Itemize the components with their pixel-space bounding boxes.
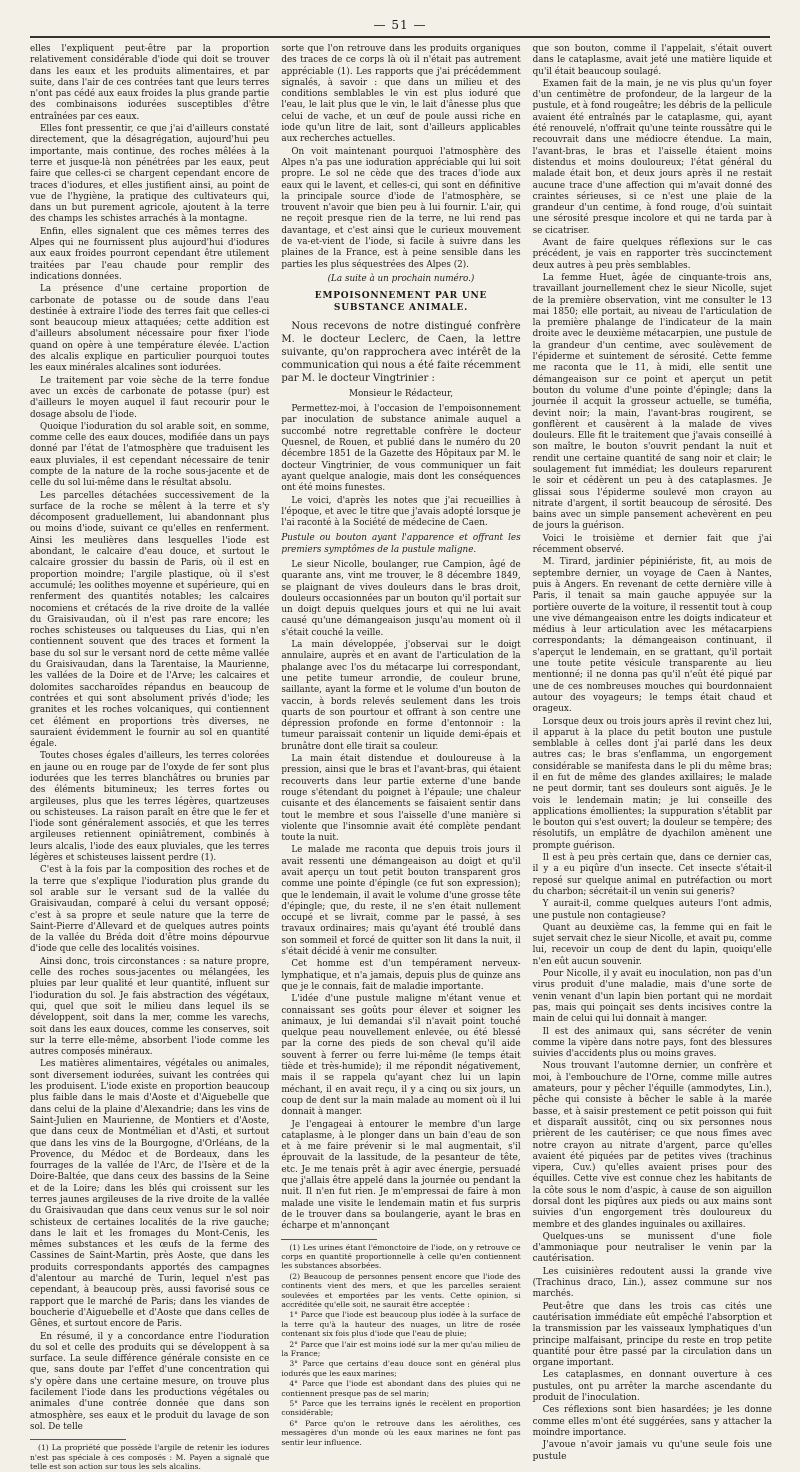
paragraph: Elles font pressentir, ce que j'ai d'ailleurs constaté directement, que la désagrégation, aujourd'hui peu importante, mais continue, des roches mêlées à la terre et jusque-là non pénétrées par les eaux, peut faire que celles-ci se chargent cependant encore de traces d'iodures, et elles justifient ainsi, au point de vue de l'hygiène, la pratique des cultivateurs qui, dans un but purement agricole, ajoutent à la terre des champs les schistes arrachés à la montagne. bbox=[30, 124, 270, 225]
article-intro: Nous recevons de notre distingué confrère M. le docteur Leclerc, de Caen, la lettre suivante, qu'on rapprochera avec intérêt de la communication qui nous a été faite récemment par M. le docteur Vingtrinier : bbox=[281, 320, 521, 384]
paragraph: La présence d'une certaine proportion de carbonate de potasse ou de soude dans l'eau destinée à extraire l'iode des terres fait que celles-ci sont beaucoup mieux attaquées; cette addition est d'ailleurs absolument nécessaire pour fixer l'iode quand on opère à une température élevée. L'action des alcalis explique en particulier pourquoi toutes les eaux minérales alcalines sont iodurées. bbox=[30, 284, 270, 374]
paragraph: Cet homme est d'un tempérament nerveux-lymphatique, et n'a jamais, depuis plus de quinze ans que je le connais, fait de maladie importante. bbox=[281, 959, 521, 992]
paragraph: Les parcelles détachées successivement de la surface de la roche se mêlent à la terre et s'y décomposent graduellement, lui abandonnant plus ou moins d'iode, suivant ce qu'elles en renferment. Ainsi les meulières dans lesquelles l'iode est abondant, le calcaire d'eau douce, et surtout le calcaire grossier du bassin de Paris, où il est en proportion moindre; l'argile plastique, où il s'est accumulé; les oolithes moyenne et supérieure, qui en renferment des quantités notables; les calcaires nocomiens et crétacés de la rive droite de la vallée du Graisivaudan, où il n'est pas rare encore; les roches schisteuses ou talqueuses du Lias, qui n'en contiennent souvent que des traces et forment la base du sol sur le versant nord de cette même vallée du Graisivaudan, dans la Tarentaise, la Maurienne, les vallées de la Doire et de l'Arve; les calcaires et dolomites saccharoïdes répandus en beaucoup de contrées et qui sont absolument privés d'iode; les granites et les roches volcaniques, qui contiennent cet élément en proportions très diverses, ne sauraient évidemment le fournir au sol en quantité égale. bbox=[30, 490, 270, 750]
paragraph: Toutes choses égales d'ailleurs, les terres colorées en jaune ou en rouge par de l'oxyde de fer sont plus iodurées que les terres blanchâtres ou brunies par des éléments bitumineux; les terres fortes ou argileuses, plus que les terres légères, quartzeuses ou schisteuses. La raison paraît en être que le fer et l'iode sont généralement associés, et que les terres argileuses retiennent opiniâtrement, combinés à leurs alcalis, l'iode des eaux pluviales, que les terres légères et schisteuses laissent perdre (1). bbox=[30, 751, 270, 864]
case-subheading: Pustule ou bouton ayant l'apparence et offrant les premiers symptômes de la pustule maligne. bbox=[281, 533, 521, 555]
paragraph: Permettez-moi, à l'occasion de l'empoisonnement par inoculation de substance animale auquel a succombé notre regrettable confrère le docteur Quesnel, de Rouen, et publié dans le numéro du 20 décembre 1851 de la Gazette des Hôpitaux par M. le docteur Vingtrinier, de vous communiquer un fait ayant quelque analogie, mais dont les conséquences ont été moins funestes. bbox=[281, 404, 521, 494]
paragraph: L'idée d'une pustule maligne m'étant venue et connaissant ses goûts pour élever et soigner les animaux, je lui demandai s'il n'avait point touché quelque peau nouvellement enlevée, ou été blessé par la corne des pieds de son cheval qu'il aide souvent à ferrer ou ferre lui-même (le temps était tiède et très-humide); il me répondit négativement, mais il se rappela qu'ayant chez lui un lapin méchant, il en avait reçu, il y a cinq ou six jours, un coup de dent sur la main malade au moment où il lui donnait à manger. bbox=[281, 994, 521, 1118]
paragraph: que son bouton, comme il l'appelait, s'était ouvert dans le cataplasme, avait jeté une matière liquide et qu'il était beaucoup soulagé. bbox=[532, 44, 772, 77]
paragraph: elles l'expliquent peut-être par la proportion relativement considérable d'iode qui doit se trouver dans les eaux et les produits alimentaires, et par suite, dans l'air de ces contrées tant que leurs terres n'ont pas cédé aux eaux froides la plus grande partie des combinaisons iodurées susceptibles d'être entraînées par ces eaux. bbox=[30, 44, 270, 122]
paragraph: La main était distendue et douloureuse à la pression, ainsi que le bras et l'avant-bras, qui étaient recouverts dans leur partie externe d'une bande rouge s'étendant du poignet à l'épaule; une chaleur cuisante et des élancements se faisaient sentir dans tout le membre et sous l'aisselle d'une manière si violente que l'insomnie avait été complète pendant toute la nuit. bbox=[281, 754, 521, 844]
paragraph: J'avoue n'avoir jamais vu qu'une seule fois une pustule bbox=[532, 1440, 772, 1462]
paragraph: On voit maintenant pourquoi l'atmosphère des Alpes n'a pas une ioduration appréciable qui lui soit propre. Le sol ne cède que des traces d'iode aux eaux qui le lavent, et celles-ci, qui sont en définitive la principale source d'iode de l'atmosphère, se trouvent n'avoir que bien peu à lui fournir. L'air, qui ne reçoit presque rien de la terre, ne lui rend pas davantage, et c'est ainsi que le curieux mouvement de va-et-vient de l'iode, si facile à suivre dans les plaines de la France, est à peine sensible dans les parties les plus séquestrées des Alpes (2). bbox=[281, 146, 521, 270]
paragraph: La femme Huet, âgée de cinquante-trois ans, travaillant journellement chez le sieur Nicolle, sujet de la première observation, vint me consulter le 13 mai 1850; elle portait, au niveau de l'articulation de la première phalange de l'indicateur de la main droite avec le deuxième métacarpien, une pustule de la grandeur d'un centime, avec soulèvement de l'épiderme et suintement de sérosité. Cette femme me raconta que le 11, à midi, elle sentit une démangeaison sur ce point et aperçut un petit bouton du volume d'une pointe d'épingle; dans la journée il acquit la grosseur actuelle, se tuméfia, devint noir; la main, l'avant-bras rougirent, se gonflèrent et causèrent à la malade de vives douleurs. Elle fit le traitement que j'avais conseillé à son maître, le bouton s'ouvrit pendant la nuit et rendit une certaine quantité de sang noir et clair; le soulagement fut immédiat; les douleurs reparurent le soir et cédèrent un peu à des cataplasmes. Je glissai sous l'épiderme soulevé mon crayon au nitrate d'argent, il sortit beaucoup de sérosité. Des bains avec un simple pansement achevèrent en peu de jours la guérison. bbox=[532, 272, 772, 532]
paragraph: Examen fait de la main, je ne vis plus qu'un foyer d'un centimètre de profondeur, de la largeur de la pustule, et à fond rougeâtre; les débris de la pellicule avaient été entraînés par le cataplasme, qui, ayant été renouvelé, n'offrait qu'une teinte roussâtre qui le recouvrait dans une médiocre étendue. La main, l'avant-bras, le bras et l'aisselle étaient moins distendus et moins douloureux; l'état général du malade était bon, et deux jours après il ne restait aucune trace d'une affection qui m'avait donné des craintes sérieuses, si ce n'est une plaie de la grandeur d'un centime, à fond rouge, d'où suintait une sérosité presque incolore et qui ne tarda par à se cicatriser. bbox=[532, 78, 772, 236]
paragraph: Je l'engageai à entourer le membre d'un large cataplasme, à le plonger dans un bain d'eau de son et à me faire prévenir si le mal augmentait, s'il éprouvait de la lassitude, de la pesanteur de tête, etc. Je me tenais prêt à agir avec énergie, persuadé que j'allais être appelé dans la journée ou pendant la nuit. Il n'en fut rien. Je m'empressai de faire à mon malade une visite le lendemain matin et fus surpris de le trouver dans sa boulangerie, ayant le bras en écharpe et m'annonçant bbox=[281, 1119, 521, 1232]
paragraph: Quoique l'ioduration du sol arable soit, en somme, comme celle des eaux douces, modifiée dans un pays donné par l'état de l'atmosphère que traduisent les eaux pluviales, il est cependant nécessaire de tenir compte de la nature de la roche sous-jacente et de celle du sol lui-même dans le résultat absolu. bbox=[30, 421, 270, 489]
footnote: 1° Parce que l'iode est beaucoup plus iodée à la surface de la terre qu'à la hauteur des nuages, un litre de rosée contenant six fois plus d'iode que l'eau de pluie; bbox=[281, 1310, 521, 1339]
paragraph: Nous trouvant l'automne dernier, un confrère et moi, à l'embouchure de l'Orne, comme mille autres amateurs, pour y pêcher l'équille (ammodytes, Lin.), pêche qui consiste à bêcher le sable à la marée basse, et à saisir prestement ce petit poisson qui fuit et disparaît aussitôt, cinq ou six personnes nous prièrent de les cautériser; ce que nous fîmes avec notre crayon au nitrate d'argent, parce qu'elles avaient été piquées par de petites vives (trachinus vipera, Cuv.) qu'elles avaient prises pour des équilles. Cette vive est connue chez les habitants de la côte sous le nom d'aspic, à cause de son aiguillon dorsal dont les piqûres aux pieds ou aux mains sont suivies d'un engorgement très douloureux du membre et des glandes inguinales ou axillaires. bbox=[532, 1061, 772, 1230]
footnote: 5° Parce que les terrains ignés le recèlent en proportion considérable; bbox=[281, 1399, 521, 1418]
column-3 bbox=[533, 44, 772, 1472]
footnote: (1) La propriété que possède l'argile de retenir les iodures n'est pas spéciale à ces composés : M. Payen a signalé que telle est son action sur tous les sels alcalins. bbox=[30, 1443, 270, 1472]
paragraph: Le traitement par voie sèche de la terre fondue avec un excès de carbonate de potasse (pur) est d'ailleurs le moyen auquel il faut recourir pour le dosage absolu de l'iode. bbox=[30, 375, 270, 420]
salutation: Monsieur le Rédacteur, bbox=[348, 388, 454, 399]
footnote: 6° Parce qu'on le retrouve dans les aérolithes, ces messagères d'un monde où les eaux marines ne font pas sentir leur influence. bbox=[281, 1418, 521, 1447]
article-heading: EMPOISONNEMENT PAR UNE SUBSTANCE ANIMALE. bbox=[314, 291, 488, 313]
continued-note: (La suite à un prochain numéro.) bbox=[327, 273, 475, 284]
paragraph: Lorsque deux ou trois jours après il revint chez lui, il apparut à la place du petit bouton une pustule semblable à celles dont j'ai parlé dans les deux autres cas; le bras s'enflamma, un engorgement considérable se manifesta dans le pli du même bras; il en fut de même des glandes axillaires; le malade ne peut dormir, tant ses douleurs sont aiguës. Je le vois le lendemain matin; je lui conseille des applications émollientes; la suppuration s'établit par le bouton qui s'est ouvert; la douleur se tempère; des résolutifs, un emplâtre de dyachilon amènent une prompte guérison. bbox=[532, 716, 772, 851]
header-rule bbox=[30, 36, 770, 38]
paragraph: La main développée, j'observai sur le doigt annulaire, auprès et en avant de l'articulation de la phalange avec l'os du métacarpe lui correspondant, une petite tumeur arrondie, de couleur brune, saillante, ayant la forme et le volume d'un bouton de vaccin, à bords relevés seulement dans les trois quarts de son pourtour et offrant à son centre une dépression profonde en forme d'entonnoir : la tumeur paraissait contenir un liquide demi-épais et brunâtre dont elle tirait sa couleur. bbox=[281, 640, 521, 752]
column-2 bbox=[281, 44, 520, 1472]
paragraph: Ainsi donc, trois circonstances : sa nature propre, celle des roches sous-jacentes ou mélangées, les pluies par leur qualité et leur quantité, influent sur l'ioduration du sol. Je fais abstraction des végétaux, qui, quel que soit le milieu dans lequel ils se développent, soit dans la mer, comme les varechs, soit dans les eaux douces, comme les conserves, soit sur la terre elle-même, absorbent l'iode comme les autres composés minéraux. bbox=[30, 956, 270, 1058]
footnote: (1) Les urines étant l'émonctoire de l'iode, on y retrouve ce corps en quantité proportionnelle à celle qu'en contiennent les substances absorbées. bbox=[281, 1242, 521, 1271]
paragraph: Il est des animaux qui, sans sécréter de venin comme la vipère dans notre pays, font des blessures suivies d'accidents plus ou moins graves. bbox=[532, 1026, 772, 1060]
paragraph: Voici le troisième et dernier fait que j'ai récemment observé. bbox=[532, 533, 772, 556]
article-columns bbox=[30, 44, 772, 1472]
footnote-separator bbox=[281, 1239, 377, 1240]
paragraph: Il est à peu près certain que, dans ce dernier cas, il y a eu piqûre d'un insecte. Cet insecte s'était-il reposé sur quelque animal en putréfaction ou mort du charbon; sécrétait-il un venin sui generis? bbox=[532, 853, 772, 897]
paragraph: Le sieur Nicolle, boulanger, rue Campion, âgé de quarante ans, vint me trouver, le 8 décembre 1849, se plaignant de vives douleurs dans le bras droit, douleurs occasionnées par un bouton qu'il portait sur un doigt depuis quelques jours et qui ne lui avait causé qu'une démangeaison jusqu'au moment où il s'était couché la veille. bbox=[281, 559, 521, 638]
paragraph: Le voici, d'après les notes que j'ai recueillies à l'époque, et avec le titre que j'avais adopté lorsque je l'ai raconté à la Société de médecine de Caen. bbox=[281, 495, 521, 529]
paragraph: Avant de faire quelques réflexions sur le cas précédent, je vais en rapporter très succinctement deux autres à peu près semblables. bbox=[532, 238, 772, 271]
footnote: 3° Parce que certains d'eau douce sont en général plus iodurés que les eaux marines; bbox=[281, 1359, 521, 1378]
paragraph: M. Tirard, jardinier pépiniériste, fit, au mois de septembre dernier, un voyage de Caen à Nantes, puis à Angers. En revenant de cette dernière ville à Paris, il tenait sa main gauche appuyée sur la portière ouverte de la voiture, il ressentit tout à coup une vive démangeaison entre les doigts indicateur et médius à leur articulation avec les métacarpiens correspondants; la démangeaison continuant, il s'aperçut le lendemain, en se grattant, qu'il portait une toute petite vésicule transparente au lieu mentionné; il ne donna pas qu'il n'eût été piqué par une de ces nombreuses mouches qui bourdonnaient autour des voyageurs; le temps était chaud et orageux. bbox=[532, 557, 772, 715]
paragraph: Le malade me raconta que depuis trois jours il avait ressenti une démangeaison au doigt et qu'il avait aperçu un tout petit bouton transparent gros comme une pointe d'épingle (ce fut son expression); que le lendemain, il avait le volume d'une grosse tête d'épingle; que, du reste, il ne s'en était nullement occupé et se livrait, comme par le passé, à ses travaux ordinaires; mais qu'ayant été troublé dans son sommeil et forcé de quitter son lit dans la nuit, il s'était décidé à venir me consulter. bbox=[281, 845, 521, 958]
paragraph: sorte que l'on retrouve dans les produits organiques des traces de ce corps là où il n'était pas autrement appréciable (1). Les rapports que j'ai précédemment signalés, à savoir : que dans un milieu et des conditions semblables le vin est plus ioduré que l'eau, le lait plus que le vin, le lait d'ânesse plus que celui de vache, et un œuf de poule aussi riche en iode qu'un litre de lait, sont d'ailleurs applicables aux recherches actuelles. bbox=[281, 44, 521, 145]
footnote: (2) Beaucoup de personnes pensent encore que l'iode des continents vient des mers, et que les parcelles seraient soulevées et emportées par les vents. Cette opinion, si accréditée qu'elle soit, ne saurait être acceptée : bbox=[281, 1271, 521, 1309]
column-1 bbox=[30, 44, 269, 1472]
paragraph: Les matières alimentaires, végétales ou animales, sont diversement iodurées, suivant les contrées qui les produisent. L'iode existe en proportion beaucoup plus faible dans le mais d'Aoste et d'Aiguebelle que dans celui de la plaine d'Alexandrie; dans les vins de Saint-Julien en Maurienne, de Montiers et d'Aoste, que dans ceux de Montmélian et d'Asti, et surtout que dans les vins de la Bourgogne, d'Orléans, de la Provence, du Médoc et de Bordeaux, dans les fourrages de la vallée de l'Arc, de l'Isère et de la Doire-Baltée, que dans ceux des bassins de la Seine et de la Loire; dans les blés qui croissent sur les terres jaunes argileuses de la rive droite de la vallée du Graisivaudan que dans ceux venus sur le sol noir schisteux de certaines localités de la rive gauche; dans le lait et les fromages du Mont-Cenis, les mêmes substances et les œufs de la ferme des Cassines de Saint-Martin, près Aoste, que dans les produits correspondants apportés des campagnes d'alentour au marché de Turin, lequel n'est pas cependant, à beaucoup près, aussi favorisé sous ce rapport que le marché de Paris; dans les viandes de boucherie d'Aiguebelle et d'Aoste que dans celles de Gênes, et surtout encore de Paris. bbox=[30, 1059, 270, 1330]
paragraph: Les cuisinières redoutent aussi la grande vive (Trachinus draco, Lin.), assez commune sur nos marchés. bbox=[532, 1266, 772, 1300]
paragraph: C'est à la fois par la composition des roches et de la terre que s'explique l'ioduration plus grande du sol arable sur le versant sud de la vallée du Graisivaudan, comparé à celui du versant opposé; c'est à sa propre et seule nature que la terre de Saint-Pierre d'Allevard et de quelques autres points de la vallée du Bréda doit d'être moins dépourvue d'iode que celle des localités voisines. bbox=[30, 865, 270, 955]
paragraph: En résumé, il y a concordance entre l'ioduration du sol et celle des produits qui se développent à sa surface. La seule différence générale consiste en ce que, sans doute par l'effet d'une concentration qui s'y opère dans une certaine mesure, on trouve plus facilement l'iode dans les productions végétales ou animales d'une contrée donnée que dans son atmosphère, ses eaux et le produit du lavage de son sol. De telle bbox=[30, 1331, 270, 1432]
paragraph: Ces réflexions sont bien hasardées; je les donne comme elles m'ont été suggérées, sans y attacher la moindre importance. bbox=[532, 1405, 772, 1438]
footnote-separator bbox=[30, 1439, 126, 1440]
paragraph: Quelques-uns se munissent d'une fiole d'ammoniaque pour neutraliser le venin par la cautérisation. bbox=[532, 1231, 772, 1265]
paragraph: Enfin, elles signalent que ces mêmes terres des Alpes qui ne fournissent plus aujourd'hui d'iodures aux eaux froides pourront cependant être utilement traitées par l'eau chaude pour remplir des indications données. bbox=[30, 226, 270, 282]
paragraph: Les cataplasmes, en donnant ouverture à ces pustules, ont pu arrêter la marche ascendante du produit de l'inoculation. bbox=[532, 1370, 772, 1404]
page-number: — 51 — bbox=[373, 18, 427, 32]
paragraph: Pour Nicolle, il y avait eu inoculation, non pas d'un virus produit d'une maladie, mais d'une sorte de venin venant d'un lapin bien portant qui ne mordait pas, mais qui poinçait ses dents incisives contre la main de celui qui lui donnait à manger. bbox=[532, 969, 772, 1025]
paragraph: Quant au deuxième cas, la femme qui en fait le sujet servait chez le sieur Nicolle, et avait pu, comme lui, recevoir un coup de dent du lapin, quoiqu'elle n'en eût aucun souvenir. bbox=[532, 922, 772, 967]
footnote: 4° Parce que l'iode est abondant dans des pluies qui ne contiennent presque pas de sel marin; bbox=[281, 1379, 521, 1398]
footnote: 2° Parce que l'air est moins iodé sur la mer qu'au milieu de la France; bbox=[281, 1339, 521, 1358]
paragraph: Peut-être que dans les trois cas cités une cautérisation immédiate eût empêché l'absorption et la transmission par les vaisseaux lymphatiques d'un principe malfaisant, principe du reste en trop petite quantité pour être passé par la circulation dans un organe important. bbox=[532, 1301, 772, 1369]
paragraph: Y aurait-il, comme quelques auteurs l'ont admis, une pustule non contagieuse? bbox=[532, 899, 772, 921]
